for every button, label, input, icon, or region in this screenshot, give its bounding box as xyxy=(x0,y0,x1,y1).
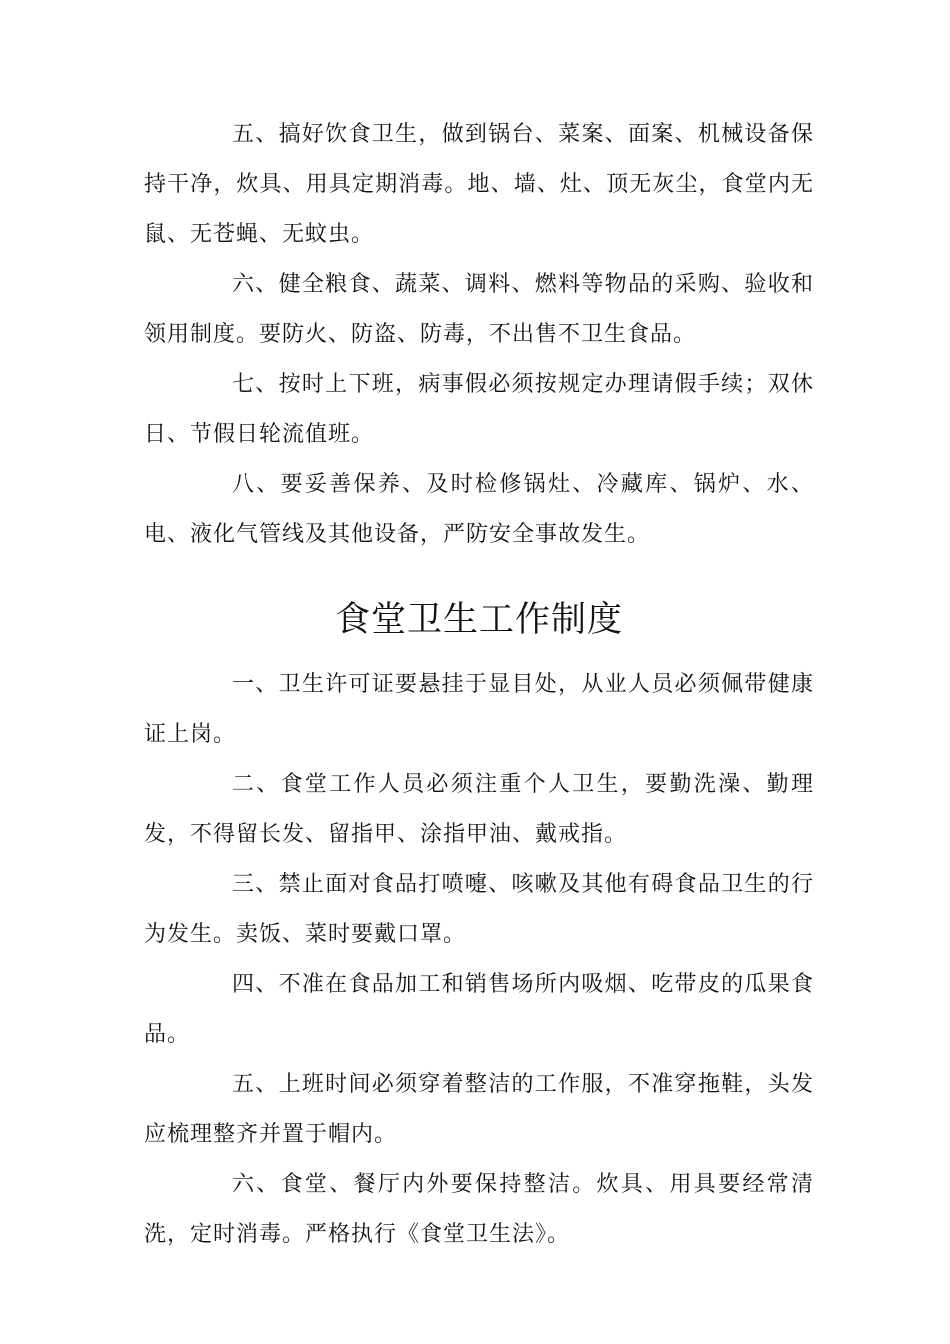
hygiene-paragraph-two: 二、食堂工作人员必须注重个人卫生，要勤洗澡、勤理发，不得留长发、留指甲、涂指甲油、戴戒指。 xyxy=(144,772,814,847)
hygiene-paragraph-four: 四、不准在食品加工和销售场所内吸烟、吃带皮的瓜果食品。 xyxy=(144,972,814,1047)
hygiene-paragraph-five: 五、上班时间必须穿着整洁的工作服，不准穿拖鞋，头发应梳理整齐并置于帽内。 xyxy=(144,1072,814,1147)
paragraph-five: 五、搞好饮食卫生，做到锅台、菜案、面案、机械设备保持干净，炊具、用具定期消毒。地、墙、灶、顶无灰尘，食堂内无鼠、无苍蝇、无蚊虫。 xyxy=(144,122,814,247)
paragraph-eight: 八、要妥善保养、及时检修锅灶、冷藏库、锅炉、水、电、液化气管线及其他设备，严防安全事故发生。 xyxy=(144,472,814,547)
hygiene-paragraph-three: 三、禁止面对食品打喷嚏、咳嗽及其他有碍食品卫生的行为发生。卖饭、菜时要戴口罩。 xyxy=(144,872,814,947)
hygiene-paragraph-six: 六、食堂、餐厅内外要保持整洁。炊具、用具要经常清洗，定时消毒。严格执行《食堂卫生法》。 xyxy=(144,1172,814,1247)
section-title: 食堂卫生工作制度 xyxy=(334,600,623,640)
paragraph-six: 六、健全粮食、蔬菜、调料、燃料等物品的采购、验收和领用制度。要防火、防盗、防毒，不出售不卫生食品。 xyxy=(144,272,814,347)
hygiene-paragraph-one: 一、卫生许可证要悬挂于显目处，从业人员必须佩带健康证上岗。 xyxy=(144,672,814,747)
document-page xyxy=(144,110,814,1260)
paragraph-seven: 七、按时上下班，病事假必须按规定办理请假手续；双休日、节假日轮流值班。 xyxy=(144,372,814,447)
